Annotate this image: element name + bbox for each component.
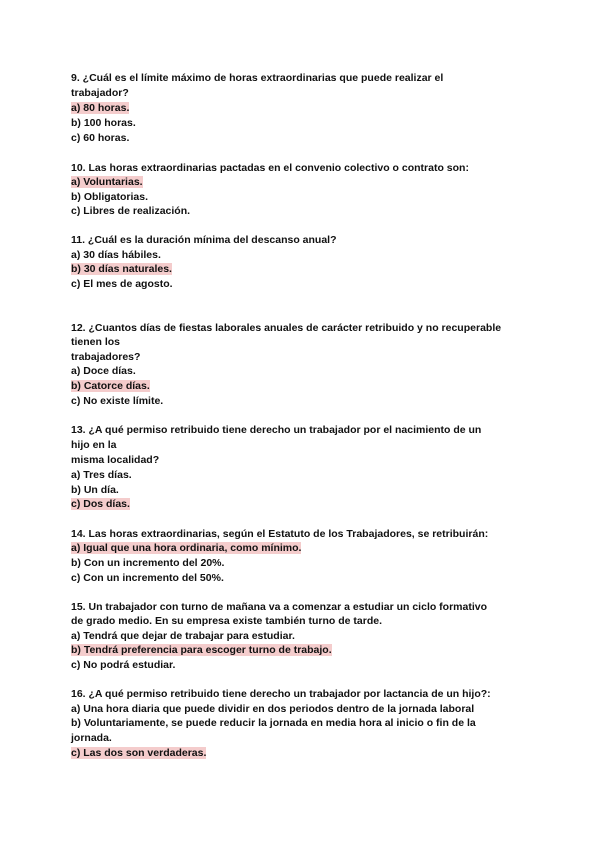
question-11-option-a: a) 30 días hábiles. <box>71 249 161 261</box>
question-16-line-1: 16. ¿A qué permiso retribuido tiene derecho un trabajador por lactancia de un hijo?: <box>71 688 491 700</box>
correct-answer-highlight: a) Igual que una hora ordinaria, como mínimo. <box>71 542 302 554</box>
question-9-option-b: b) 100 horas. <box>71 117 136 129</box>
question-12-line-1: 12. ¿Cuantos días de fiestas laborales anuales de carácter retribuido y no recuperable <box>71 322 502 334</box>
question-13-option-b: b) Un día. <box>71 484 119 496</box>
question-12-option-c: c) No existe límite. <box>71 395 164 407</box>
question-15-option-c: c) No podrá estudiar. <box>71 659 176 671</box>
correct-answer-highlight: c) Las dos son verdaderas. <box>71 747 207 759</box>
question-9-line-1: 9. ¿Cuál es el límite máximo de horas extraordinarias que puede realizar el <box>71 72 444 84</box>
correct-answer-highlight: b) Tendrá preferencia para escoger turno de trabajo. <box>71 644 332 656</box>
question-13-option-a: a) Tres días. <box>71 469 132 481</box>
question-9-line-2: trabajador? <box>71 87 129 99</box>
question-16-option-b-continued: jornada. <box>71 732 112 744</box>
question-9-option-a <box>71 101 129 115</box>
question-13-line-3: misma localidad? <box>71 454 160 466</box>
question-15-option-b <box>71 643 332 657</box>
question-12-option-a: a) Doce días. <box>71 365 136 377</box>
question-9-option-c: c) 60 horas. <box>71 132 130 144</box>
question-12-line-2: tienen los <box>71 336 121 348</box>
correct-answer-highlight: b) Catorce días. <box>71 380 150 392</box>
question-16-option-b: b) Voluntariamente, se puede reducir la jornada en media hora al inicio o fin de la <box>71 717 476 729</box>
correct-answer-highlight: c) Dos días. <box>71 498 130 510</box>
question-10-option-b: b) Obligatorias. <box>71 191 149 203</box>
question-10-option-c: c) Libres de realización. <box>71 205 191 217</box>
question-13-option-c <box>71 497 130 511</box>
question-16-option-a: a) Una hora diaria que puede dividir en dos periodos dentro de la jornada laboral <box>71 703 475 715</box>
question-10-line-1: 10. Las horas extraordinarias pactadas en el convenio colectivo o contrato son: <box>71 162 469 174</box>
question-14-option-c: c) Con un incremento del 50%. <box>71 572 224 584</box>
correct-answer-highlight: a) Voluntarias. <box>71 176 143 188</box>
question-14-line-1: 14. Las horas extraordinarias, según el Estatuto de los Trabajadores, se retribuirán: <box>71 528 489 540</box>
question-15-line-2: de grado medio. En su empresa existe también turno de tarde. <box>71 615 382 627</box>
question-15-option-a: a) Tendrá que dejar de trabajar para estudiar. <box>71 630 295 642</box>
question-11-option-c: c) El mes de agosto. <box>71 278 173 290</box>
question-13-line-1: 13. ¿A qué permiso retribuido tiene derecho un trabajador por el nacimiento de un <box>71 424 482 436</box>
correct-answer-highlight: b) 30 días naturales. <box>71 263 172 275</box>
question-12-line-3: trabajadores? <box>71 351 141 363</box>
question-10-option-a <box>71 175 143 189</box>
question-15-line-1: 15. Un trabajador con turno de mañana va a comenzar a estudiar un ciclo formativo <box>71 601 488 613</box>
question-13-line-2: hijo en la <box>71 439 117 451</box>
question-14-option-b: b) Con un incremento del 20%. <box>71 557 225 569</box>
question-11-option-b <box>71 262 172 276</box>
question-14-option-a <box>71 541 301 555</box>
question-12-option-b <box>71 379 150 393</box>
question-16-option-c <box>71 746 206 760</box>
correct-answer-highlight: a) 80 horas. <box>71 102 130 114</box>
question-11-line-1: 11. ¿Cuál es la duración mínima del descanso anual? <box>71 234 337 246</box>
